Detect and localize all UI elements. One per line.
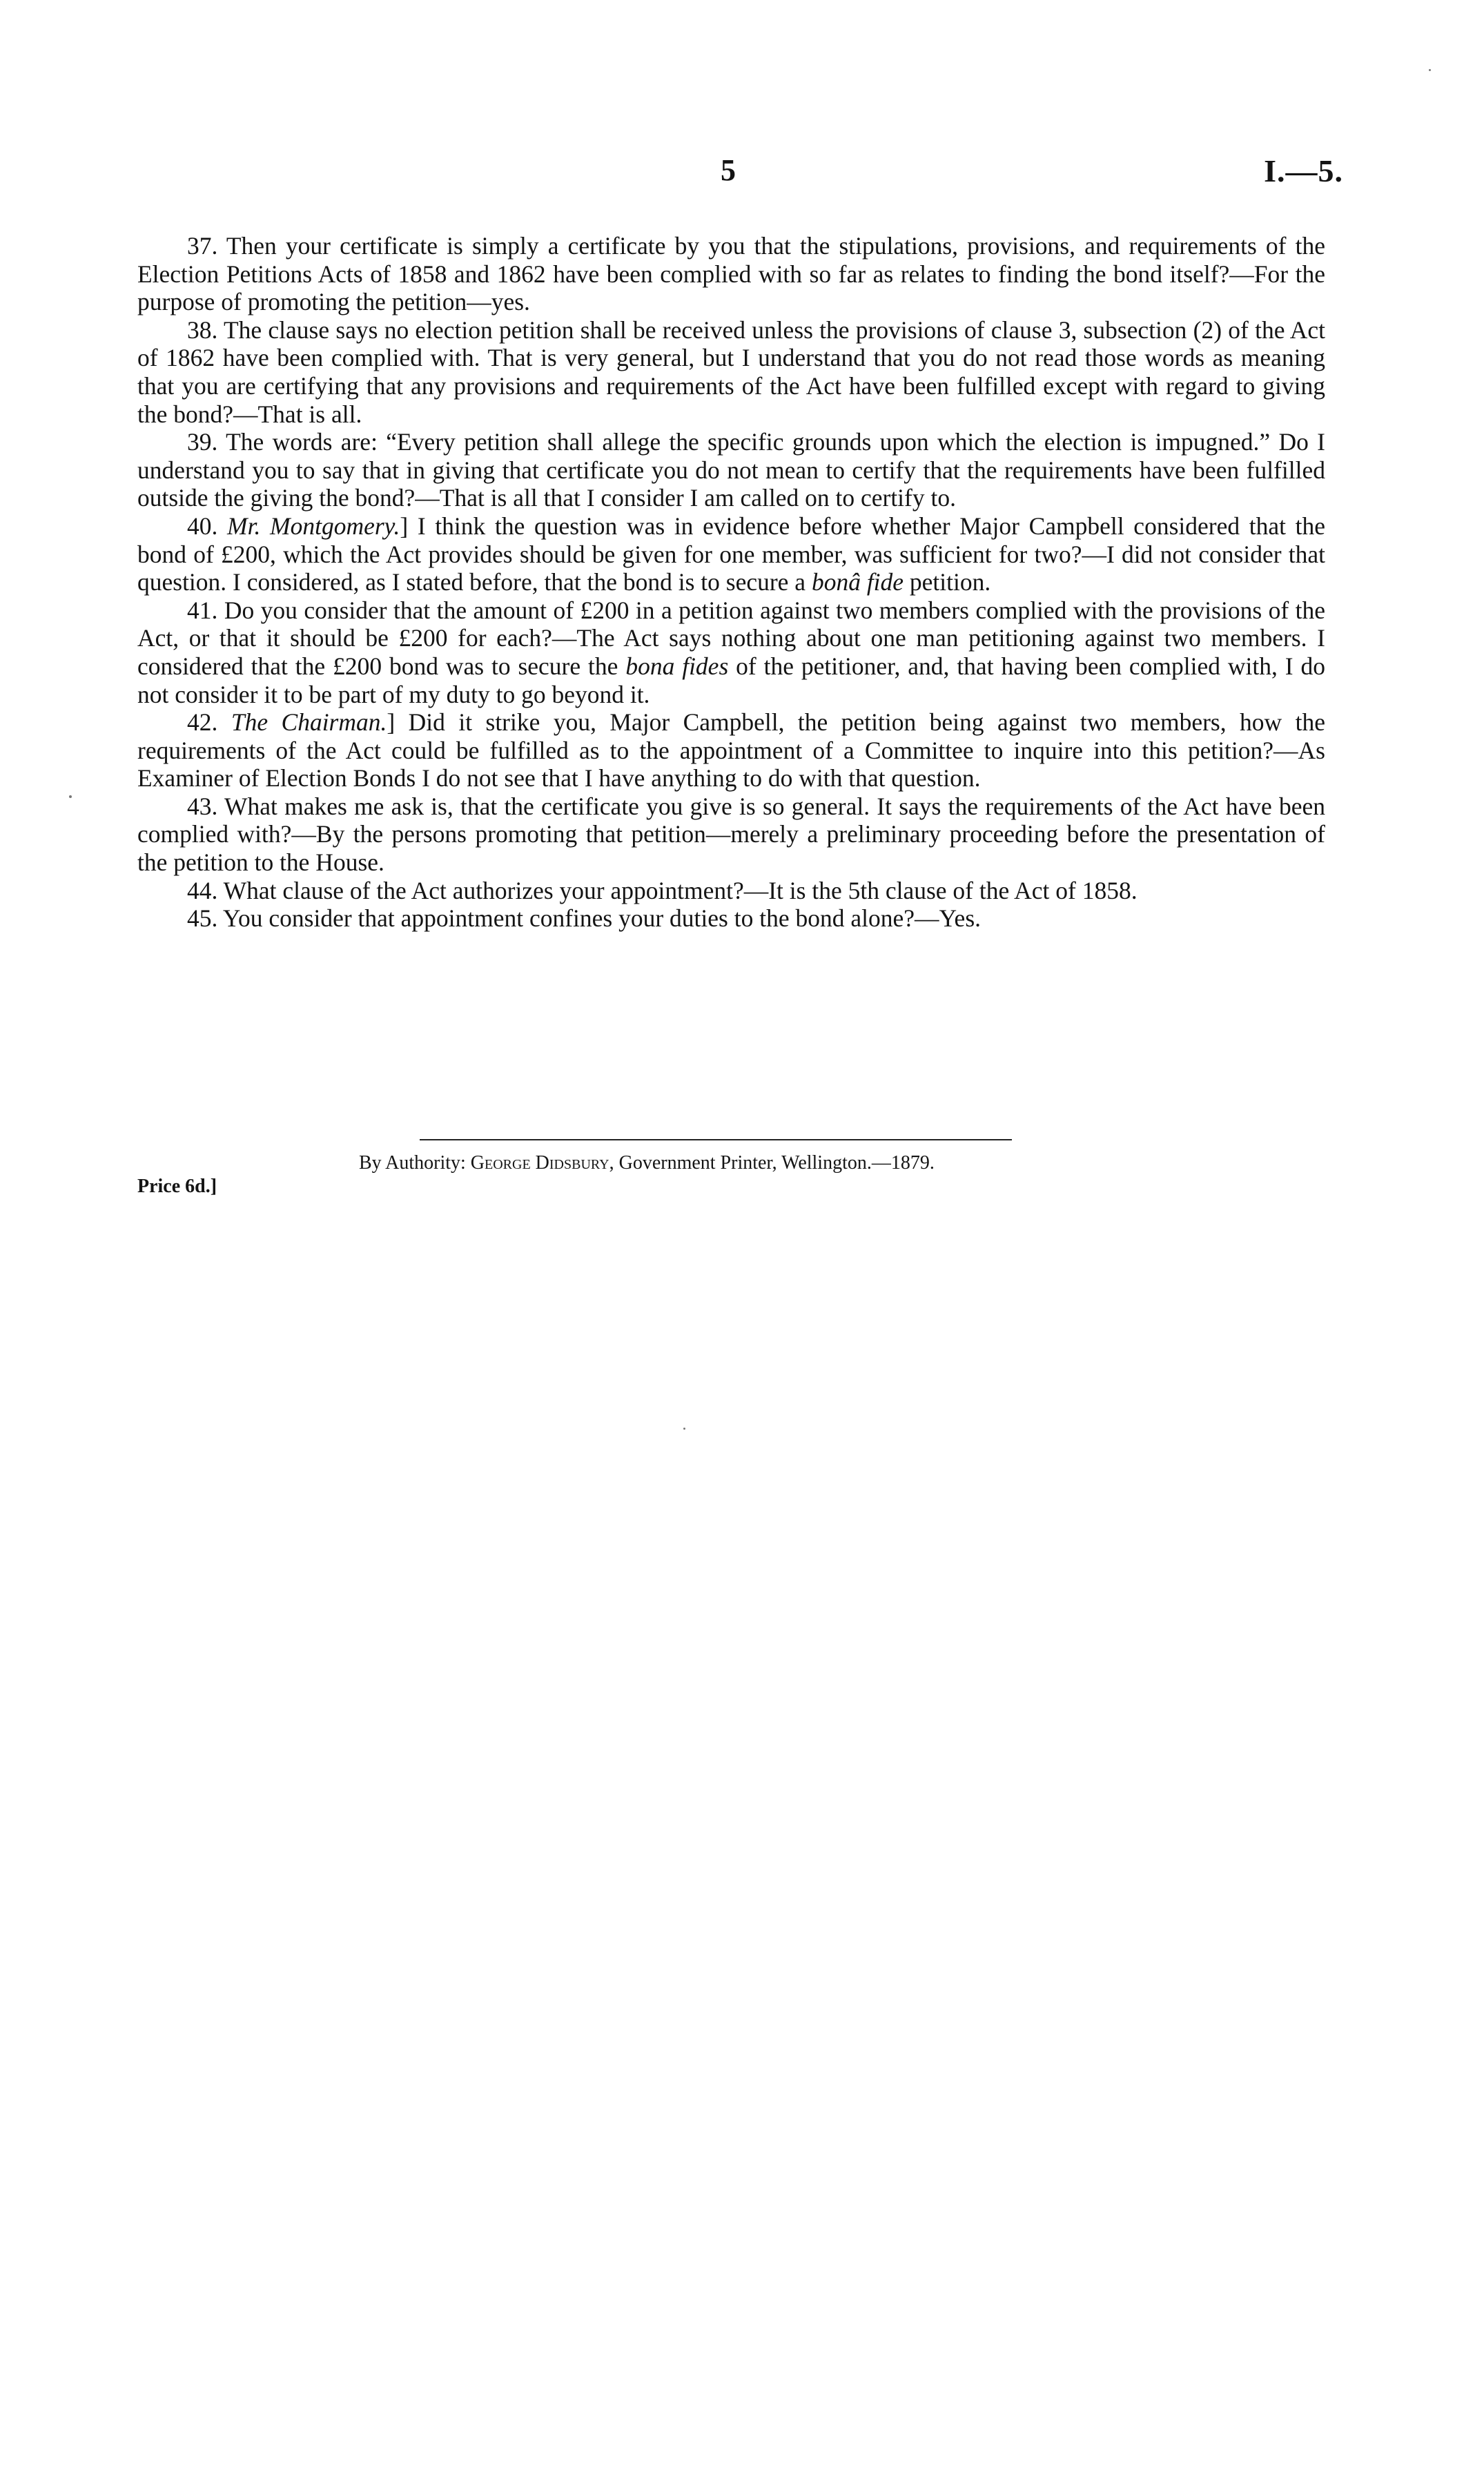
evidence-paragraph [137, 232, 1325, 316]
imprint-suffix: , Government Printer, Wellington.—1879. [609, 1152, 935, 1174]
evidence-paragraph [137, 708, 1325, 793]
paragraph-text: 38. The clause says no election petition shall be received unless the provisions of clause 3, subsection (2) of the Act of 1862 have been complied with. That is very general, but I understand that you do not read those words as meaning that you are certifying that any provisions and requirements of the Act have been fulfilled except with regard to giving the bond?—That is all. [137, 315, 1325, 428]
scan-speck [69, 795, 72, 798]
paragraph-text: 41. Do you consider that the amount of £200 in a petition against two members complied with the provisions of the Act, or that it should be £200 for each?—The Act says nothing about one man petitioning against two members. I considered that the £200 bond was to secure the [137, 596, 1325, 680]
paragraph-text: 43. What makes me ask is, that the certificate you give is so general. It says the requirements of the Act have been complied with?—By the persons promoting that petition—merely a preliminary proceeding before the presentation of the petition to the House. [137, 792, 1325, 877]
paragraph-text: 40. [187, 512, 228, 540]
evidence-paragraph [137, 877, 1325, 905]
italic-phrase: The Chairman. [231, 708, 387, 737]
paragraph-text: 39. The words are: “Every petition shall allege the specific grounds upon which the election is impugned.” Do I understand you to say that in giving that certificate you do not mean to certify that the requirements have been fulfilled outside the giving the bond?—That is all that I consider I am called on to certify to. [137, 428, 1325, 512]
footer-rule [420, 1139, 1012, 1140]
paragraph-text: ] Did it strike you, Major Campbell, the petition being against two members, how the requirements of the Act could be fulfilled as to the appointment of a Committee to inquire into this petition?—As Examiner of Election Bonds I do not see that I have anything to do with that question. [137, 708, 1326, 793]
evidence-paragraph [137, 428, 1325, 512]
evidence-paragraph [137, 793, 1325, 877]
scan-speck [683, 1428, 685, 1430]
imprint-prefix: By Authority: [359, 1152, 471, 1174]
page-number: 5 [721, 153, 736, 187]
scan-speck [1429, 69, 1431, 71]
evidence-paragraph [137, 596, 1325, 708]
price-note: Price 6d.] [137, 1176, 217, 1197]
italic-phrase: bona fides [625, 652, 729, 680]
paragraph-text: 44. What clause of the Act authorizes your appointment?—It is the 5th clause of the Act of 1858. [187, 876, 1138, 904]
paragraph-text: 45. You consider that appointment confines your duties to the bond alone?—Yes. [187, 904, 982, 933]
italic-phrase: bonâ fide [811, 568, 904, 596]
paper-reference: I.—5. [1264, 153, 1343, 188]
paragraph-text: 37. Then your certificate is simply a certificate by you that the stipulations, provisions, and requirements of the Election Petitions Acts of 1858 and 1862 have been complied with so far as relates to finding the bond itself?—For the purpose of promoting the petition—yes. [137, 232, 1325, 316]
evidence-paragraph [137, 512, 1325, 596]
body-text [137, 232, 1325, 933]
evidence-paragraph [137, 904, 1325, 933]
italic-phrase: Mr. Montgomery. [227, 512, 400, 540]
printer-name: George Didsbury [470, 1152, 609, 1174]
evidence-paragraph [137, 316, 1325, 428]
paragraph-text: ] I think the question was in evidence before whether Major Campbell considered that the bond of £200, which the Act provides should be given for one member, was sufficient for two?—I did not consider that question. I considered, as I stated before, that the bond is to secure a [137, 512, 1326, 596]
paragraph-text: of the petitioner, and, that having been complied with, I do not consider it to be part of my duty to go beyond it. [137, 652, 1325, 708]
paragraph-text: 42. [187, 708, 231, 737]
paragraph-text: petition. [904, 568, 991, 596]
printer-imprint [359, 1151, 1173, 1175]
